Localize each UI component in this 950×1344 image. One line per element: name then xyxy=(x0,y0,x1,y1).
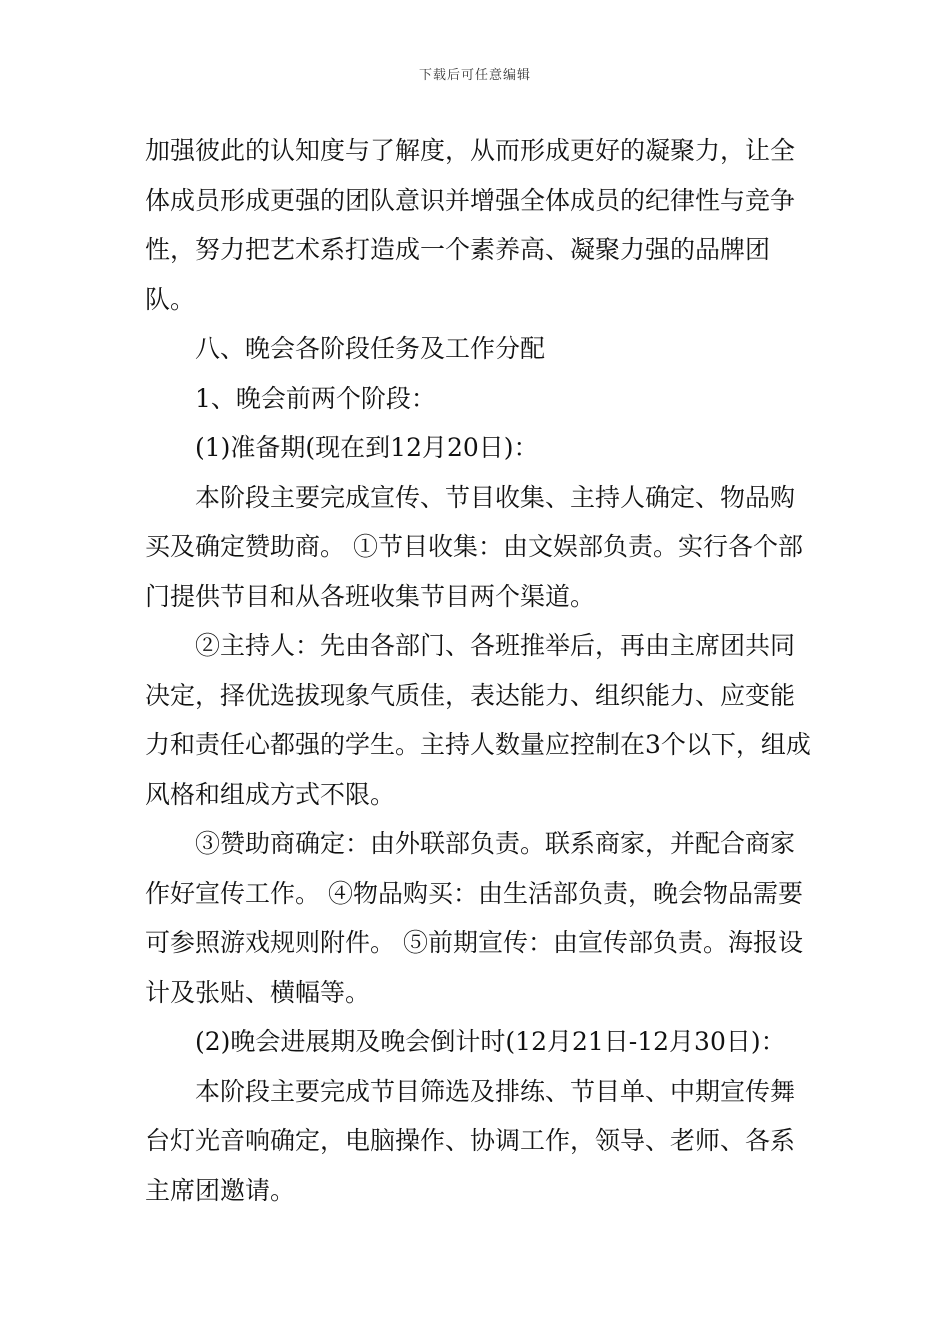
section-heading-8: 八、晚会各阶段任务及工作分配 xyxy=(195,334,546,363)
subheading-preparation-period: (1)准备期(现在到12月20日)： xyxy=(195,433,539,462)
paragraph-intro-continuation: 加强彼此的认知度与了解度，从而形成更好的凝聚力，让全体成员形成更强的团队意识并增强全体成员的纪律性与竞争性，努力把艺术系打造成一个素养高、凝聚力强的品牌团队。 xyxy=(145,136,796,314)
paragraph-preparation-tasks: 本阶段主要完成宣传、节目收集、主持人确定、物品购买及确定赞助商。 ①节目收集：由文娱部负责。实行各个部门提供节目和从各班收集节目两个渠道。 xyxy=(145,482,803,611)
subheading-stages: 1、晚会前两个阶段： xyxy=(195,383,436,413)
paragraph-sponsors-purchase-publicity: ③赞助商确定：由外联部负责。联系商家，并配合商家作好宣传工作。 ④物品购买：由生活部负责，晚会物品需要可参照游戏规则附件。 ⑤前期宣传：由宣传部负责。海报设计及张贴、横幅等。 xyxy=(145,829,803,1007)
paragraph-progress-tasks: 本阶段主要完成节目筛选及排练、节目单、中期宣传舞台灯光音响确定，电脑操作、协调工作，领导、老师、各系主席团邀请。 xyxy=(145,1076,796,1205)
page-header: 下载后可任意编辑 xyxy=(418,68,531,83)
document-body xyxy=(145,126,813,1215)
paragraph-host-selection: ②主持人：先由各部门、各班推举后，再由主席团共同决定，择优选拔现象气质佳，表达能力、组织能力、应变能力和责任心都强的学生。主持人数量应控制在3个以下，组成风格和组成方式不限。 xyxy=(145,631,811,809)
subheading-progress-period: (2)晚会进展期及晚会倒计时(12月21日-12月30日)： xyxy=(195,1027,786,1056)
